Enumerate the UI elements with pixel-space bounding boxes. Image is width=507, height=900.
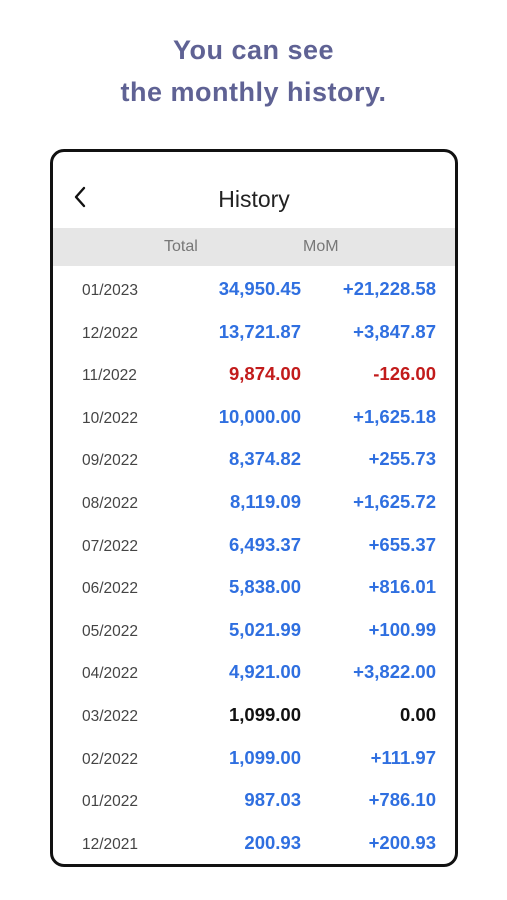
history-row[interactable]: [53, 777, 455, 820]
row-date: 08/2022: [82, 494, 139, 512]
row-date: 02/2022: [82, 750, 139, 768]
row-total: 6,493.37: [228, 533, 301, 555]
history-row[interactable]: [53, 522, 455, 565]
history-row[interactable]: [53, 607, 455, 650]
row-mom: +255.73: [368, 448, 436, 470]
row-date: 09/2022: [82, 452, 139, 470]
row-mom: +786.10: [368, 789, 436, 811]
row-total: 1,099.00: [228, 746, 301, 768]
row-mom: +816.01: [368, 576, 436, 598]
history-row[interactable]: [53, 394, 455, 437]
row-mom: +111.97: [370, 746, 436, 768]
history-row[interactable]: [53, 649, 455, 692]
row-date: 07/2022: [82, 537, 139, 555]
row-date: 12/2021: [82, 835, 139, 853]
row-total: 4,921.00: [228, 661, 301, 683]
history-row[interactable]: [53, 820, 455, 863]
row-total: 200.93: [244, 831, 301, 853]
row-date: 05/2022: [82, 622, 139, 640]
row-mom: 0.00: [399, 703, 436, 725]
history-row[interactable]: [53, 692, 455, 735]
row-total: 8,374.82: [228, 448, 301, 470]
row-date: 03/2022: [82, 707, 139, 725]
history-row[interactable]: [53, 735, 455, 778]
column-header-total: Total: [164, 238, 198, 255]
table-header: [53, 228, 455, 266]
row-total: 8,119.09: [230, 490, 301, 512]
row-total: 5,021.99: [228, 618, 301, 640]
row-mom: +100.99: [368, 618, 436, 640]
row-mom: +1,625.18: [353, 405, 436, 427]
row-date: 01/2023: [82, 282, 139, 299]
history-row[interactable]: [53, 309, 455, 352]
history-row[interactable]: [53, 436, 455, 479]
screen-header: [53, 152, 455, 228]
row-date: 01/2022: [82, 793, 139, 811]
history-row[interactable]: [53, 266, 455, 309]
row-mom: +21,228.58: [342, 278, 436, 299]
row-total: 5,838.00: [228, 576, 301, 598]
row-total: 987.03: [244, 789, 301, 811]
row-date: 11/2022: [82, 367, 137, 385]
row-mom: +655.37: [368, 533, 436, 555]
column-header-mom: MoM: [303, 238, 339, 255]
row-date: 10/2022: [82, 409, 139, 427]
row-mom: +1,625.72: [353, 490, 436, 512]
caption-line-1: You can see: [172, 35, 335, 65]
phone-frame: [50, 149, 458, 867]
row-total: 10,000.00: [218, 405, 301, 427]
row-date: 12/2022: [82, 324, 139, 342]
page-title: History: [218, 186, 290, 212]
row-date: 06/2022: [82, 580, 139, 598]
row-date: 04/2022: [82, 665, 139, 683]
row-total: 34,950.45: [218, 278, 301, 299]
row-total: 9,874.00: [228, 363, 301, 385]
caption-line-2: the monthly history.: [120, 77, 387, 107]
history-list: [53, 266, 455, 862]
row-mom: +200.93: [368, 831, 436, 853]
history-row[interactable]: [53, 479, 455, 522]
row-mom: +3,822.00: [353, 661, 436, 683]
row-total: 1,099.00: [228, 703, 301, 725]
history-row[interactable]: [53, 351, 455, 394]
row-total: 13,721.87: [218, 320, 301, 342]
row-mom: +3,847.87: [353, 320, 436, 342]
history-row[interactable]: [53, 564, 455, 607]
row-mom: -126.00: [373, 363, 436, 385]
